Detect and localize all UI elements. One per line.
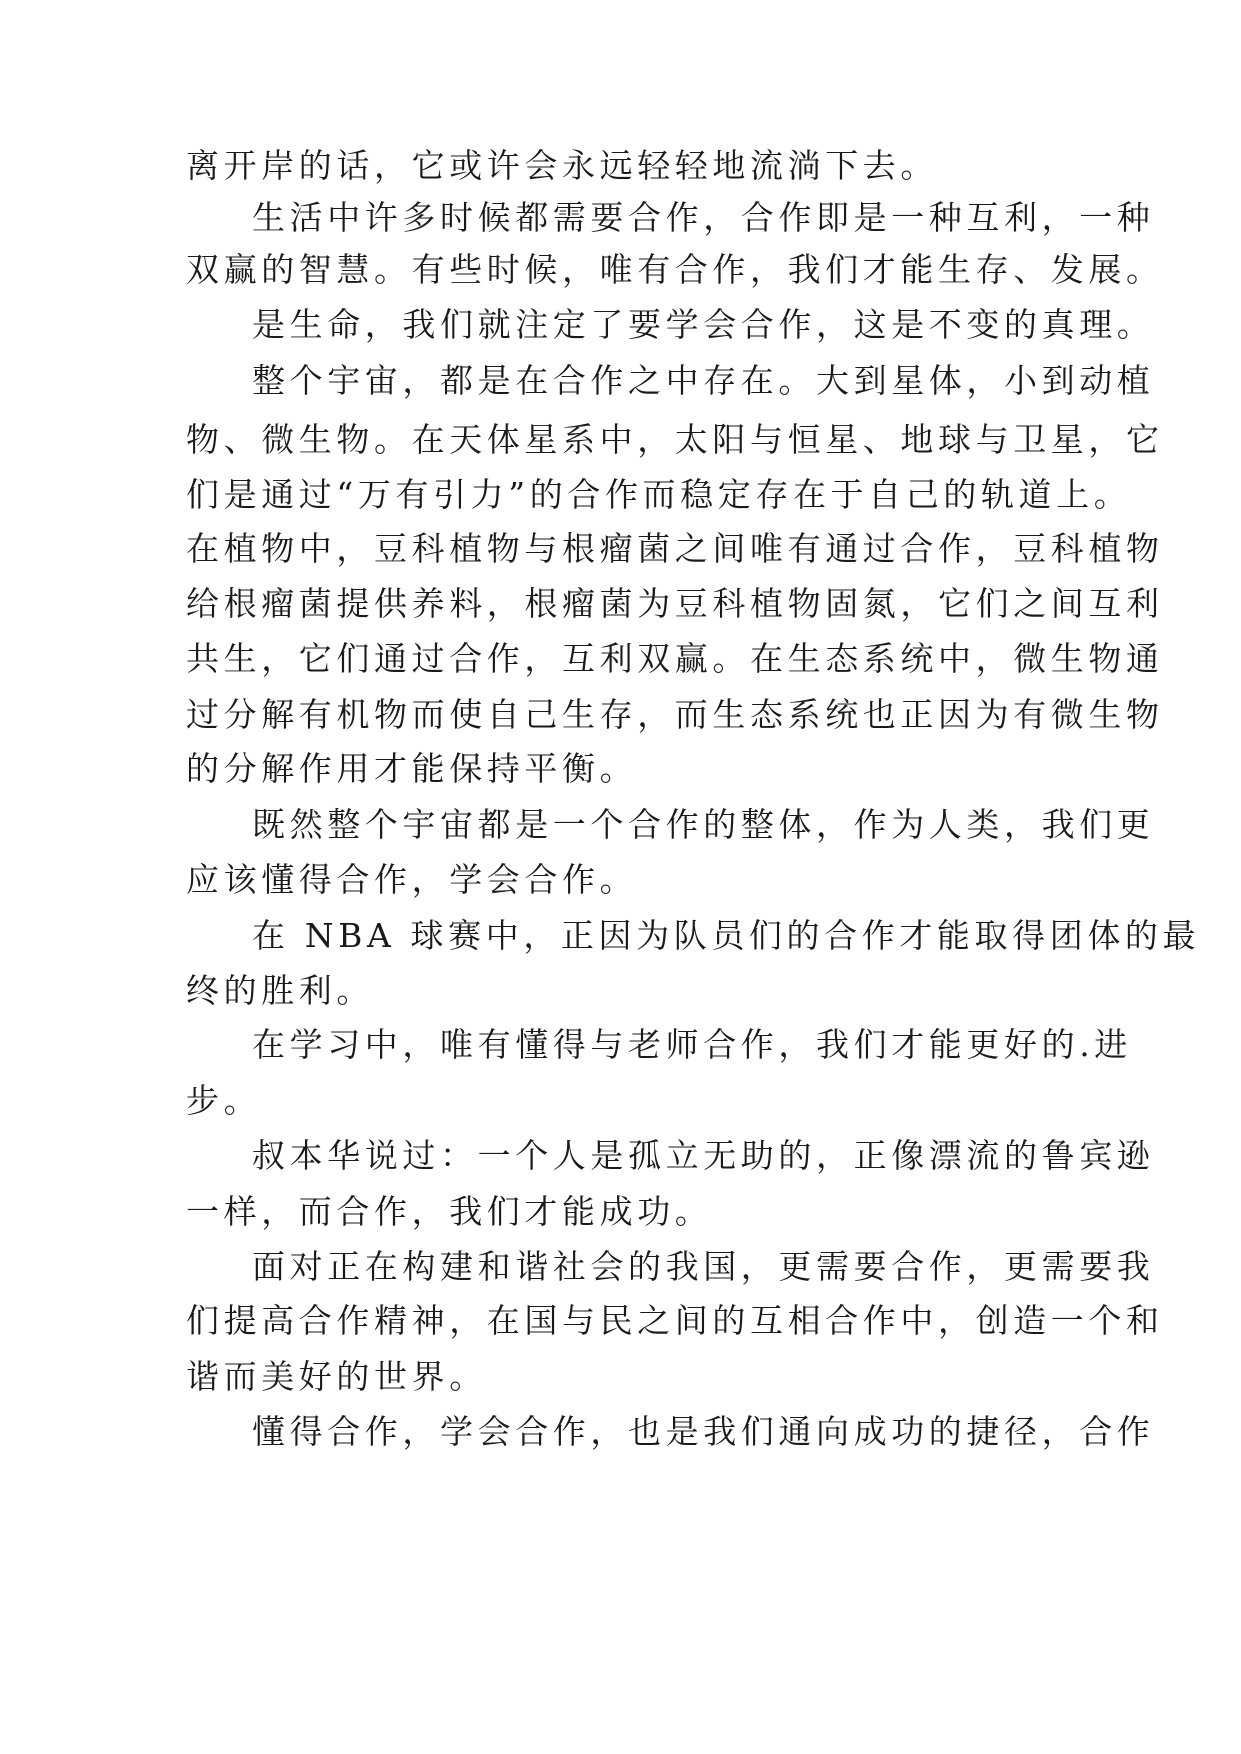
text-line: 在植物中，豆科植物与根瘤菌之间唯有通过合作，豆科植物 — [186, 529, 1164, 568]
text-line: 的分解作用才能保持平衡。 — [186, 749, 638, 788]
text-line: 们提高合作精神，在国与民之间的互相合作中，创造一个和 — [186, 1301, 1164, 1340]
text-line: 面对正在构建和谐社会的我国，更需要合作，更需要我 — [252, 1247, 1155, 1286]
text-line: 步。 — [186, 1081, 262, 1120]
text-line: 应该懂得合作，学会合作。 — [186, 860, 638, 899]
text-line: 双赢的智慧。有些时候，唯有合作，我们才能生存、发展。 — [186, 250, 1164, 289]
text-line: 懂得合作，学会合作，也是我们通向成功的捷径，合作 — [252, 1412, 1155, 1451]
text-line: 生活中许多时候都需要合作，合作即是一种互利，一种 — [252, 198, 1155, 237]
text-line: 给根瘤菌提供养料，根瘤菌为豆科植物固氮，它们之间互利 — [186, 584, 1164, 623]
text-line: 物、微生物。在天体星系中，太阳与恒星、地球与卫星，它 — [186, 420, 1164, 459]
text-line: 在 NBA 球赛中，正因为队员们的合作才能取得团体的最 — [252, 916, 1201, 955]
text-line: 一样，而合作，我们才能成功。 — [186, 1192, 713, 1231]
text-line: 在学习中，唯有懂得与老师合作，我们才能更好的.进 — [252, 1025, 1132, 1064]
text-line: 既然整个宇宙都是一个合作的整体，作为人类，我们更 — [252, 805, 1155, 844]
text-line: 共生，它们通过合作，互利双赢。在生态系统中，微生物通 — [186, 639, 1164, 678]
text-line: 过分解有机物而使自己生存，而生态系统也正因为有微生物 — [186, 695, 1164, 734]
text-line: 叔本华说过：一个人是孤立无助的，正像漂流的鲁宾逊 — [252, 1136, 1155, 1175]
text-line: 离开岸的话，它或许会永远轻轻地流淌下去。 — [186, 146, 938, 185]
text-line: 是生命，我们就注定了要学会合作，这是不变的真理。 — [252, 305, 1155, 344]
text-line: 整个宇宙，都是在合作之中存在。大到星体，小到动植 — [252, 361, 1155, 400]
text-line: 终的胜利。 — [186, 971, 374, 1010]
text-line: 们是通过“万有引力”的合作而稳定存在于自己的轨道上。 — [186, 475, 1132, 514]
text-line: 谐而美好的世界。 — [186, 1357, 487, 1396]
